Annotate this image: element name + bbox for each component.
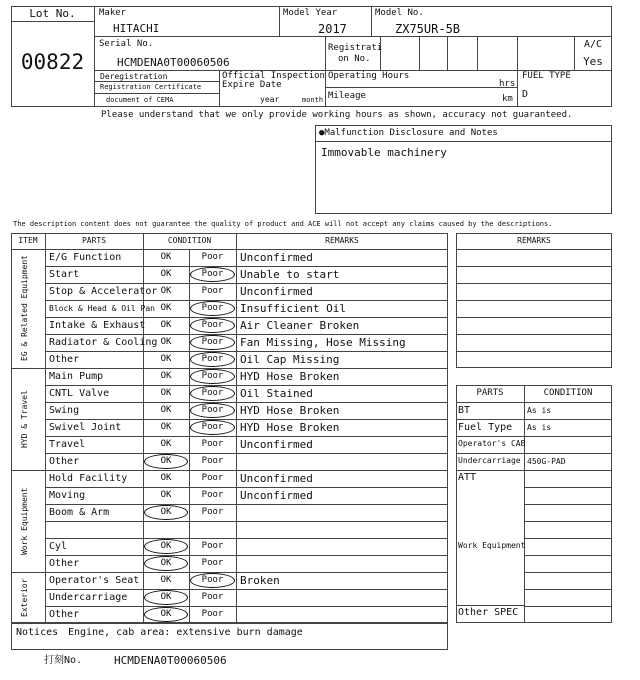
right-condition-value: As is	[527, 423, 552, 432]
operating-hours-label: Operating Hours	[328, 71, 410, 81]
ok-label: OK	[160, 456, 172, 466]
malfunction-title: ●Malfunction Disclosure and Notes	[319, 128, 498, 138]
serial-divider	[325, 36, 326, 107]
right-condition-value: As is	[527, 406, 552, 415]
item-header: ITEM	[18, 236, 38, 245]
part-label: Travel	[49, 439, 86, 450]
header-row1-line	[94, 36, 612, 37]
malfunction-text: Immovable machinery	[321, 146, 447, 159]
part-label: CNTL Valve	[49, 388, 110, 399]
row-line	[45, 385, 448, 386]
poor-label: Poor	[201, 439, 224, 449]
row-line	[45, 266, 448, 267]
reg-cell-div3	[447, 36, 448, 70]
poor-label: Poor	[201, 303, 224, 313]
poor-label: Poor	[201, 388, 224, 398]
part-label: Other	[49, 558, 80, 569]
remark-text: Unconfirmed	[240, 438, 313, 451]
reg-cell-div2	[419, 36, 420, 70]
ok-circle	[144, 607, 188, 622]
group-label: EG & Related Equipment	[20, 255, 29, 362]
right-remarks-row-line	[456, 249, 612, 250]
maker-divider	[279, 6, 280, 36]
remark-text: HYD Hose Broken	[240, 421, 340, 434]
document-label: document of CEMA	[106, 96, 174, 104]
remark-text: Broken	[240, 574, 280, 587]
group-label: HYD & Travel	[20, 390, 29, 448]
row-line	[45, 453, 448, 454]
registration-label-1: Registrati	[328, 43, 383, 53]
right-part-label: BT	[458, 405, 471, 416]
right-remarks-row-line	[456, 334, 612, 335]
poor-circle	[190, 573, 235, 588]
fuel-type-value: D	[522, 89, 529, 100]
remark-text: HYD Hose Broken	[240, 404, 340, 417]
poor-circle	[190, 301, 235, 316]
poor-label: Poor	[201, 456, 224, 466]
serial-no: HCMDENA0T00060506	[117, 56, 230, 69]
poor-label: Poor	[201, 269, 224, 279]
row-line	[45, 436, 448, 437]
part-label: Cyl	[49, 541, 68, 552]
model-no: ZX75UR-5B	[395, 22, 461, 36]
other-spec-line	[456, 605, 524, 606]
ok-label: OK	[160, 541, 172, 551]
remark-text: Fan Missing, Hose Missing	[240, 336, 406, 349]
remarks-header: REMARKS	[325, 236, 359, 245]
ok-label: OK	[160, 337, 172, 347]
right-condition-value: 450G-PAD	[527, 457, 566, 466]
item-col-line	[45, 233, 46, 623]
part-label: Moving	[49, 490, 86, 501]
remark-text: Air Cleaner Broken	[240, 319, 360, 332]
ok-label: OK	[160, 473, 172, 483]
other-spec-label: Other SPEC	[458, 607, 519, 618]
serial-no-label: Serial No.	[99, 39, 154, 49]
right-remarks-row-line	[456, 317, 612, 318]
ok-label: OK	[160, 320, 172, 330]
mileage-label: Mileage	[328, 91, 366, 101]
right-parts-row-line	[456, 436, 612, 437]
poor-label: Poor	[201, 473, 224, 483]
right-condition-line	[524, 521, 612, 522]
malfunction-title-line	[315, 141, 612, 142]
right-condition-line	[524, 538, 612, 539]
group-label: Exterior	[20, 578, 29, 617]
mileage-divider	[517, 70, 518, 107]
poor-label: Poor	[201, 337, 224, 347]
notices-text: Engine, cab area: extensive burn damage	[68, 627, 303, 638]
poor-circle	[190, 369, 235, 384]
row-line	[45, 589, 448, 590]
right-condition-line	[524, 504, 612, 505]
right-remarks-header: REMARKS	[517, 236, 551, 245]
reg-cell-div5	[517, 36, 518, 70]
part-label: Block & Head & Oil Pan	[49, 304, 155, 313]
ok-label: OK	[160, 388, 172, 398]
ok-label: OK	[160, 439, 172, 449]
poor-label: Poor	[201, 558, 224, 568]
part-label: E/G Function	[49, 252, 122, 263]
ok-label: OK	[160, 422, 172, 432]
ok-label: OK	[160, 252, 172, 262]
poor-label: Poor	[201, 541, 224, 551]
poor-label: Poor	[201, 371, 224, 381]
notices-label: Notices	[16, 627, 59, 638]
engraving-value: HCMDENA0T00060506	[114, 654, 227, 667]
condition-header: CONDITION	[167, 236, 212, 245]
row-line	[45, 283, 448, 284]
group-line	[11, 572, 448, 573]
deregistration-label: Deregistration	[100, 72, 168, 81]
row-line	[45, 606, 448, 607]
poor-circle	[190, 403, 235, 418]
malfunction-box	[315, 125, 612, 214]
right-part-label: Fuel Type	[458, 422, 513, 433]
row-line	[45, 487, 448, 488]
poor-label: Poor	[201, 422, 224, 432]
right-parts-header: PARTS	[476, 388, 504, 398]
official-inspection-label-1: Official Inspection	[222, 71, 325, 81]
fuel-type-label: FUEL TYPE	[522, 71, 571, 81]
dereg-divider	[219, 70, 220, 107]
att-label: ATT	[458, 472, 477, 483]
km-unit: km	[502, 94, 513, 104]
poor-circle	[190, 267, 235, 282]
group-line	[11, 470, 448, 471]
remark-text: Insufficient Oil	[240, 302, 346, 315]
poor-label: Poor	[201, 405, 224, 415]
official-inspection-label-2: Expire Date	[222, 80, 282, 90]
reg-cell-div4	[477, 36, 478, 70]
right-parts-header-line	[456, 402, 612, 403]
row-line	[45, 538, 448, 539]
remark-text: Unconfirmed	[240, 251, 313, 264]
lot-label-line	[11, 21, 94, 22]
part-label: Other	[49, 609, 80, 620]
ok-circle	[144, 539, 188, 554]
part-label: Main Pump	[49, 371, 104, 382]
ok-circle	[144, 454, 188, 469]
right-remarks-row-line	[456, 266, 612, 267]
remark-text: Unconfirmed	[240, 285, 313, 298]
poor-label: Poor	[201, 609, 224, 619]
model-year-divider	[371, 6, 372, 36]
poor-label: Poor	[201, 354, 224, 364]
ok-label: OK	[160, 507, 172, 517]
reg-cell-div1	[380, 36, 381, 70]
part-label: Swivel Joint	[49, 422, 122, 433]
group-label: Work Equipment	[20, 487, 29, 555]
poor-circle	[190, 335, 235, 350]
remark-text: Oil Cap Missing	[240, 353, 340, 366]
row-line	[45, 334, 448, 335]
right-condition-line	[524, 606, 612, 607]
remark-text: Unable to start	[240, 268, 340, 281]
part-label: Swing	[49, 405, 80, 416]
right-condition-line	[524, 572, 612, 573]
poor-label: Poor	[201, 575, 224, 585]
row-line	[45, 419, 448, 420]
ok-label: OK	[160, 269, 172, 279]
ok-label: OK	[160, 286, 172, 296]
lot-divider	[94, 6, 95, 107]
row-line	[45, 317, 448, 318]
poor-circle	[190, 386, 235, 401]
right-remarks-row-line	[456, 351, 612, 352]
ok-label: OK	[160, 354, 172, 364]
poor-circle	[190, 352, 235, 367]
ac-value: Yes	[583, 55, 603, 68]
right-condition-header: CONDITION	[543, 388, 593, 398]
remark-text: Unconfirmed	[240, 489, 313, 502]
year-label: year	[260, 95, 280, 104]
maker-label: Maker	[99, 8, 127, 18]
group-line	[11, 368, 448, 369]
remarks-col-line	[236, 233, 237, 623]
part-label: Radiator & Cooling	[49, 337, 158, 348]
hrs-unit: hrs	[499, 79, 516, 89]
engraving-label: 打刻No.	[44, 655, 83, 666]
part-label: Start	[49, 269, 80, 280]
ok-label: OK	[160, 371, 172, 381]
registration-label-2: on No.	[338, 54, 371, 64]
right-condition-line	[524, 589, 612, 590]
dereg-line-2	[94, 93, 219, 94]
right-parts-row-line	[456, 453, 612, 454]
lot-no: 00822	[20, 50, 85, 74]
remark-text: Unconfirmed	[240, 472, 313, 485]
poor-label: Poor	[201, 592, 224, 602]
part-label: Other	[49, 354, 80, 365]
model-year: 2017	[318, 22, 347, 36]
row-line	[45, 402, 448, 403]
lot-no-label: Lot No.	[29, 7, 76, 20]
part-label: Hold Facility	[49, 473, 128, 484]
poor-label: Poor	[201, 490, 224, 500]
poor-label: Poor	[201, 507, 224, 517]
poor-circle	[190, 318, 235, 333]
ok-label: OK	[160, 609, 172, 619]
right-part-label: Operator's CAB	[458, 439, 526, 448]
ok-circle	[144, 590, 188, 605]
part-label: Stop & Accelerator	[49, 286, 158, 297]
poor-circle	[190, 420, 235, 435]
registration-certificate-label: Registration Certificate	[100, 83, 202, 91]
ok-label: OK	[160, 405, 172, 415]
ok-label: OK	[160, 592, 172, 602]
work-equipment-label: Work Equipment	[458, 541, 526, 550]
row-line	[45, 521, 448, 522]
dereg-line-1	[94, 81, 219, 82]
row-line	[45, 351, 448, 352]
right-parts-row-line	[456, 470, 612, 471]
part-label: Undercarriage	[49, 592, 128, 603]
mileage-line	[325, 87, 517, 88]
model-year-label: Model Year	[283, 8, 338, 18]
part-label: Other	[49, 456, 80, 467]
remark-text: Oil Stained	[240, 387, 313, 400]
remark-text: HYD Hose Broken	[240, 370, 340, 383]
ok-label: OK	[160, 575, 172, 585]
ok-label: OK	[160, 558, 172, 568]
right-condition-line	[524, 555, 612, 556]
ok-circle	[144, 505, 188, 520]
hours-note: Please understand that we only provide working hours as shown, accuracy not guaranteed.	[101, 110, 573, 120]
model-no-label: Model No.	[375, 8, 424, 18]
poor-label: Poor	[201, 320, 224, 330]
row-line	[45, 504, 448, 505]
row-line	[45, 300, 448, 301]
row-line	[45, 555, 448, 556]
right-part-label: Undercarriage	[458, 456, 521, 465]
month-label: month	[302, 96, 324, 104]
part-label: Intake & Exhaust	[49, 320, 146, 331]
disclaimer: The description content does not guarantee the quality of product and ACE will not accept any claims caused by the descriptions.	[13, 220, 553, 228]
table-header-line	[11, 249, 448, 250]
poor-label: Poor	[201, 286, 224, 296]
right-remarks-row-line	[456, 283, 612, 284]
right-remarks-row-line	[456, 300, 612, 301]
ac-label: A/C	[583, 39, 603, 50]
maker: HITACHI	[113, 22, 160, 35]
right-parts-row-line	[456, 419, 612, 420]
part-label: Operator's Seat	[49, 575, 140, 586]
part-label: Boom & Arm	[49, 507, 110, 518]
poor-label: Poor	[201, 252, 224, 262]
right-condition-line	[524, 487, 612, 488]
ok-label: OK	[160, 490, 172, 500]
parts-header: PARTS	[81, 236, 107, 245]
ok-label: OK	[160, 303, 172, 313]
ok-circle	[144, 556, 188, 571]
